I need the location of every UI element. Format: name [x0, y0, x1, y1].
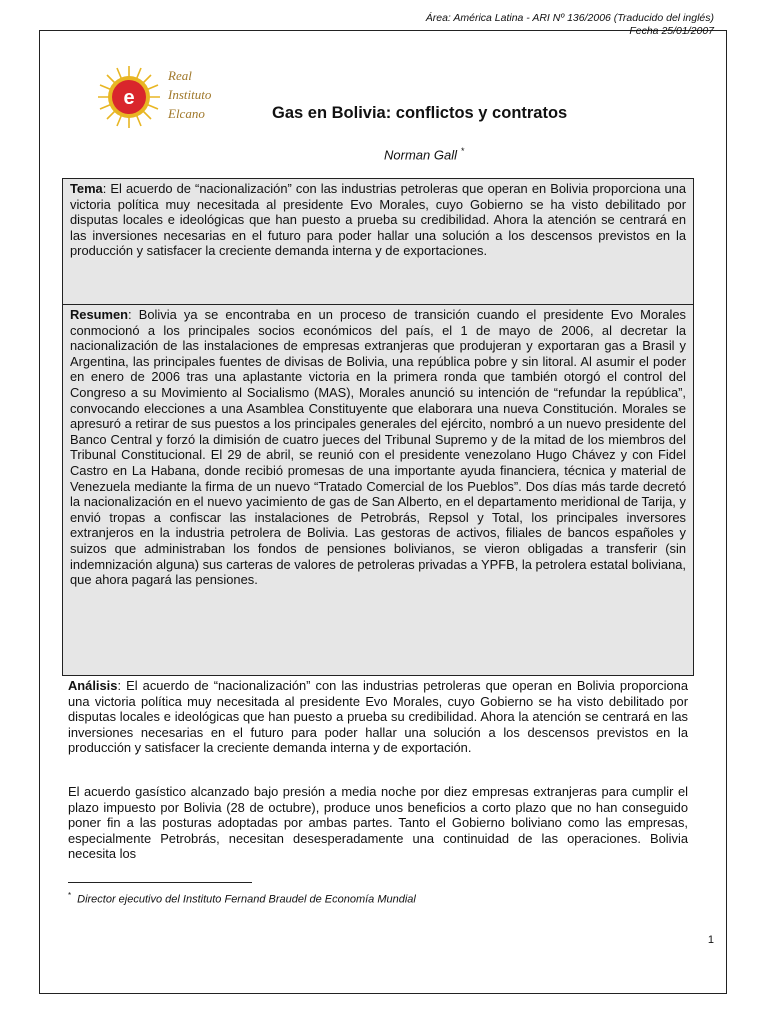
tema-text: : El acuerdo de “nacionalización” con las industrias petroleras que operan en Bolivia proporciona una victoria política muy necesitada al presidente Evo Morales, cuyo Gobierno se ha visto debilitado por disputas locales e ideológicas que han puesto a prueba su credibilidad. Ahora la atención se centrará en las inversiones necesarias en el futuro para poder hallar una solución a los descensos previstos en la producción y satisfacer la creciente demanda interna y de exportaciones. [70, 181, 686, 259]
tema-box [62, 178, 694, 322]
resumen-text: : Bolivia ya se encontraba en un proceso de transición cuando el presidente Evo Morales conmocionó a los principales socios económicos del país, el 1 de mayo de 2006, al decretar la nacionalización de las instalaciones de empresas extranjeras que produjeran y exportaran gas a Brasil y Argentina, las principales fuentes de divisas de Bolivia, una república pobre y sin litoral. Al asumir el poder en enero de 2006 tras una aplastante victoria en la primera ronda que también otorgó el control del Congreso a su Movimiento al Socialismo (MAS), Morales anunció su intención de “refundar la república”, convocando elecciones a una Asamblea Constituyente que elaborara una nueva Constitución. Morales se apresuró a retirar de sus puestos a los principales generales del ejército, nombró a un nuevo presidente del Banco Central y forzó la dimisión de cuatro jueces del Tribunal Supremo y de la mitad de los miembros del Tribunal Constitucional. El 29 de abril, se reunió con el presidente venezolano Hugo Chávez y con Fidel Castro en La Habana, donde recibió promesas de una importante ayuda financiera, técnica y material de Venezuela mediante la firma de un nuevo “Tratado Comercial de los Pueblos”. Dos días más tarde decretó la nacionalización en el nuevo yacimiento de gas de San Alberto, en el departamento meridional de Tarija, y envió tropas a confiscar las instalaciones de Petrobrás, Repsol y Total, los principales inversores extranjeros en la industria petrolera de Bolivia. Las gestoras de activos, filiales de bancos españoles y suizos que administraban los fondos de pensiones bolivianos, se vieron obligadas a transferir (sin indemnización alguna) sus carteras de valores de petroleras privadas a YPFB, la petrolera estatal boliviana, que ahora pagará las pensiones. [70, 307, 686, 588]
analisis-text: : El acuerdo de “nacionalización” con las industrias petroleras que operan en Bolivia proporciona una victoria política muy necesitada al presidente Evo Morales, cuyo Gobierno se ha visto debilitado por disputas locales e ideológicas que han puesto a prueba su credibilidad. Ahora la atención se centrará en las inversiones necesarias en el futuro para poder hallar una solución a los descensos previstos en la producción y satisfacer la creciente demanda interna y de exportación. [68, 678, 688, 756]
page-number: 1 [707, 934, 714, 946]
logo-line-3: Elcano [168, 106, 205, 121]
author-line [384, 146, 464, 162]
resumen-box [62, 304, 694, 676]
logo-wordmark [168, 66, 211, 123]
resumen-label: Resumen [70, 307, 129, 322]
sun-emblem-icon [96, 64, 162, 130]
logo-line-2: Instituto [168, 87, 212, 102]
analisis-section [68, 678, 688, 756]
footnote [68, 891, 416, 906]
tema-paragraph [70, 181, 686, 259]
footnote-text: Director ejecutivo del Instituto Fernand Braudel de Economía Mundial [77, 893, 416, 906]
analisis-paragraph [68, 678, 688, 756]
document-metadata [426, 12, 714, 37]
body-paragraph [68, 784, 688, 862]
area-line: Área: América Latina - ARI Nº 136/2006 (Traducido del inglés) [425, 12, 714, 24]
body-paragraph-text: El acuerdo gasístico alcanzado bajo presión a media noche por diez empresas extranjeras para cumplir el plazo impuesto por Bolivia (28 de octubre), produce unos beneficios a corto plazo que no han conseguido poner fin a las posturas adoptadas por ambas partes. Tanto el Gobierno boliviano como las empresas, especialmente Petrobrás, necesitan desesperadamente una continuidad de las operaciones. Bolivia necesita los [68, 784, 688, 862]
real-instituto-elcano-logo [96, 64, 266, 154]
date-line: Fecha 25/01/2007 [629, 24, 714, 37]
resumen-paragraph [70, 307, 686, 588]
footnote-divider [68, 882, 252, 883]
author-footnote-mark: * [460, 146, 465, 156]
analisis-label: Análisis [68, 678, 118, 693]
emblem-letter: e [123, 87, 135, 109]
footnote-mark: * [68, 891, 72, 900]
logo-line-1: Real [168, 68, 192, 83]
author-name: Norman Gall [384, 147, 457, 163]
tema-label: Tema [70, 181, 103, 196]
document-title: Gas en Bolivia: conflictos y contratos [272, 104, 568, 122]
